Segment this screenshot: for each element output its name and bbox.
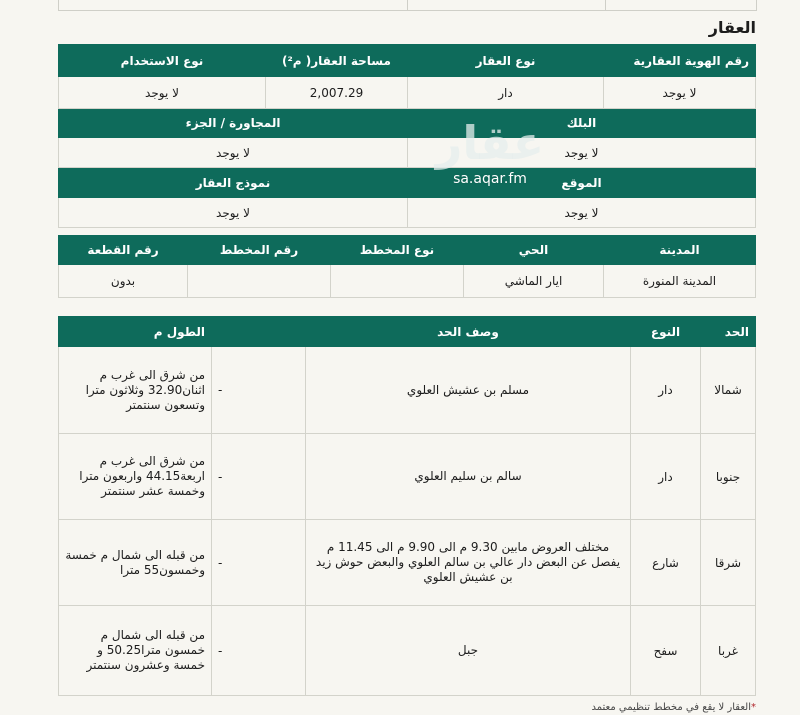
footnote (591, 702, 756, 713)
value-plan-type (331, 265, 464, 298)
property-info-table (58, 44, 756, 228)
aqar-logo: عقار (435, 116, 545, 170)
footnote-text: العقار لا يقع في مخطط تنظيمي معتمد (591, 702, 751, 713)
value-property-model: لا يوجد (59, 198, 408, 228)
value-usage-type: لا يوجد (59, 77, 266, 109)
table-row (59, 434, 756, 520)
header-block: البلك (408, 109, 756, 138)
header-plan-number: رقم المخطط (188, 236, 331, 265)
header-plot-number: رقم القطعة (59, 236, 188, 265)
row-side: جنوبا (701, 434, 756, 520)
value-plot-number: بدون (59, 265, 188, 298)
value-city: المدينة المنورة (604, 265, 756, 298)
city-plan-table (58, 235, 756, 298)
header-length: الطول م (59, 317, 212, 347)
footnote-star: * (751, 702, 756, 713)
row-description: سالم بن سليم العلوي (306, 434, 631, 520)
row-side: شرقا (701, 520, 756, 606)
header-property-model: نموذج العقار (59, 168, 408, 198)
value-location: لا يوجد (408, 198, 756, 228)
value-property-id: لا يوجد (604, 77, 756, 109)
row-length: من شرق الى غرب م اربعة44.15 واربعون مترا وخمسة عشر سنتمتر (59, 434, 212, 520)
value-district: ايار الماشي (464, 265, 604, 298)
table-row (59, 606, 756, 696)
header-blank (212, 317, 306, 347)
value-block: لا يوجد (408, 138, 756, 168)
value-neighborhood-part: لا يوجد (59, 138, 408, 168)
table-row (59, 347, 756, 434)
row-length: من شرق الى غرب م اثنان32.90 وثلاثون مترا وتسعون سنتمتر (59, 347, 212, 434)
boundaries-table (58, 316, 756, 696)
row-dash: - (212, 606, 306, 696)
header-property-type: نوع العقار (408, 45, 604, 77)
header-side: الحد (701, 317, 756, 347)
row-dash: - (212, 520, 306, 606)
header-plan-type: نوع المخطط (331, 236, 464, 265)
row-type: دار (631, 347, 701, 434)
header-location: الموقع (408, 168, 756, 198)
row-description: مسلم بن عشيش العلوي (306, 347, 631, 434)
header-usage-type: نوع الاستخدام (59, 45, 266, 77)
previous-table-edge (58, 0, 757, 11)
row-length: من قبله الى شمال م خمسة وخمسون55 مترا (59, 520, 212, 606)
watermark-url: sa.aqar.fm (453, 171, 527, 187)
row-type: سفح (631, 606, 701, 696)
row-description: جبل (306, 606, 631, 696)
row-description: مختلف العروض مابين 9.30 م الى 9.90 م الى 11.45 م يفصل عن البعض دار عالي بن سالم العلوي والبعض حوش زيد بن عشيش العلوي (306, 520, 631, 606)
header-property-id: رقم الهوية العقارية (604, 45, 756, 77)
header-description: وصف الحد (306, 317, 631, 347)
header-city: المدينة (604, 236, 756, 265)
table-row (59, 520, 756, 606)
row-length: من قبله الى شمال م خمسون مترا50.25 و خمسة وعشرون سنتمتر (59, 606, 212, 696)
row-dash: - (212, 434, 306, 520)
value-property-area: 2,007.29 (266, 77, 408, 109)
row-side: غربا (701, 606, 756, 696)
row-type: شارع (631, 520, 701, 606)
row-dash: - (212, 347, 306, 434)
row-side: شمالا (701, 347, 756, 434)
value-property-type: دار (408, 77, 604, 109)
header-district: الحي (464, 236, 604, 265)
row-type: دار (631, 434, 701, 520)
header-property-area: مساحة العقار( م²) (266, 45, 408, 77)
header-type: النوع (631, 317, 701, 347)
section-title: العقار (708, 18, 756, 37)
value-plan-number (188, 265, 331, 298)
header-neighborhood-part: المجاورة / الجزء (59, 109, 408, 138)
